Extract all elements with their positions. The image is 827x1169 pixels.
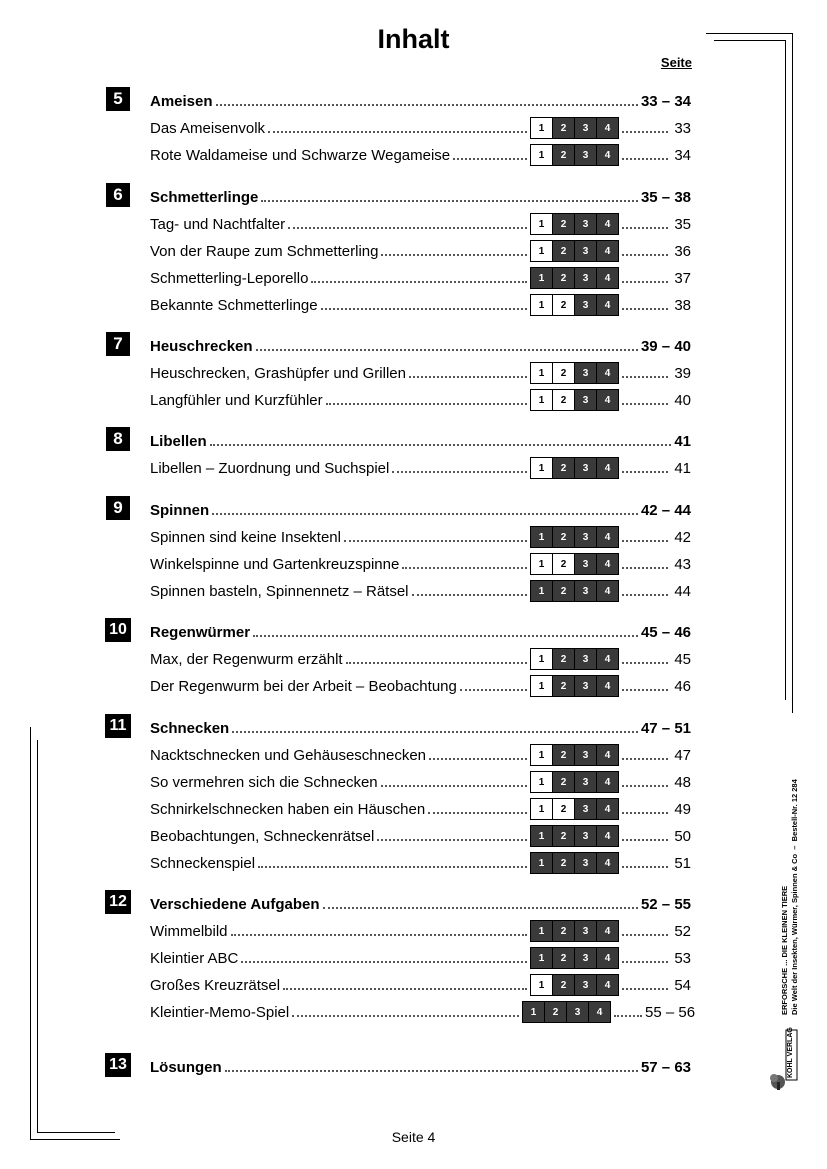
section-pages: 52 – 55: [640, 896, 691, 913]
toc-entry: [150, 238, 691, 260]
level-4-box: 4: [596, 676, 618, 696]
level-4-box: 4: [596, 554, 618, 574]
level-3-box: 3: [574, 799, 596, 819]
frame-bottom-left-v2: [37, 740, 38, 1133]
level-3-box: 3: [574, 853, 596, 873]
difficulty-levels: [530, 771, 619, 793]
level-3-box: 3: [574, 363, 596, 383]
toc-entry: [150, 646, 691, 668]
difficulty-levels: [530, 744, 619, 766]
level-4-box: 4: [588, 1002, 610, 1022]
level-1-box: 1: [531, 363, 552, 383]
leader-dots: [231, 933, 527, 936]
level-1-box: 1: [523, 1002, 544, 1022]
leader-dots: [622, 307, 668, 310]
difficulty-levels: [530, 852, 619, 874]
entry-title: Rote Waldameise und Schwarze Wegameise: [150, 147, 451, 164]
difficulty-levels: [522, 1001, 611, 1023]
frame-top-right-v2: [785, 40, 786, 700]
level-2-box: 2: [552, 649, 574, 669]
level-4-box: 4: [596, 853, 618, 873]
entry-title: Von der Raupe zum Schmetterling: [150, 243, 379, 260]
level-2-box: 2: [552, 853, 574, 873]
entry-title: Spinnen basteln, Spinnennetz – Rätsel: [150, 583, 409, 600]
entry-pages: 44: [674, 583, 691, 600]
toc-entry: [150, 918, 691, 940]
level-3-box: 3: [574, 975, 596, 995]
entry-title: Libellen – Zuordnung und Suchspiel: [150, 460, 390, 477]
level-4-box: 4: [596, 363, 618, 383]
difficulty-levels: [530, 294, 619, 316]
entry-title: Langfühler und Kurzfühler: [150, 392, 323, 409]
section-heading: [150, 184, 691, 206]
section-title: Ameisen: [150, 93, 213, 110]
leader-dots: [622, 539, 668, 542]
entry-title: Beobachtungen, Schneckenrätsel: [150, 828, 375, 845]
entry-title: Kleintier-Memo-Spiel: [150, 1004, 290, 1021]
level-4-box: 4: [596, 649, 618, 669]
level-1-box: 1: [531, 745, 552, 765]
leader-dots: [402, 566, 527, 569]
level-1-box: 1: [531, 527, 552, 547]
level-4-box: 4: [596, 826, 618, 846]
section-number: 9: [106, 496, 130, 520]
toc-entry: [150, 999, 696, 1021]
sidebar-line2: Die Welt der Insekten, Würmer, Spinnen & Co: [790, 853, 799, 1015]
leader-dots: [225, 1069, 638, 1072]
leader-dots: [622, 784, 668, 787]
section-heading: [150, 619, 691, 641]
level-2-box: 2: [552, 676, 574, 696]
level-4-box: 4: [596, 458, 618, 478]
level-2-box: 2: [552, 554, 574, 574]
leader-dots: [311, 280, 527, 283]
section-pages: 45 – 46: [640, 624, 691, 641]
level-3-box: 3: [574, 241, 596, 261]
level-4-box: 4: [596, 295, 618, 315]
difficulty-levels: [530, 974, 619, 996]
level-2-box: 2: [552, 118, 574, 138]
sidebar-line1: ERFORSCHE ... DIE KLEINEN TIERE: [780, 885, 789, 1015]
entry-title: Winkelspinne und Gartenkreuzspinne: [150, 556, 400, 573]
entry-pages: 50: [674, 828, 691, 845]
level-1-box: 1: [531, 799, 552, 819]
level-2-box: 2: [544, 1002, 566, 1022]
section-heading: [150, 891, 691, 913]
entry-title: Der Regenwurm bei der Arbeit – Beobachtung: [150, 678, 457, 695]
leader-dots: [381, 784, 527, 787]
level-1-box: 1: [531, 975, 552, 995]
leader-dots: [622, 838, 668, 841]
entry-title: Schnirkelschnecken haben ein Häuschen: [150, 801, 426, 818]
frame-top-right-h2: [714, 40, 786, 41]
level-2-box: 2: [552, 826, 574, 846]
leader-dots: [256, 348, 638, 351]
leader-dots: [622, 566, 668, 569]
level-3-box: 3: [574, 527, 596, 547]
leader-dots: [321, 307, 527, 310]
difficulty-levels: [530, 267, 619, 289]
entry-title: Großes Kreuzrätsel: [150, 977, 281, 994]
leader-dots: [323, 906, 638, 909]
entry-title: So vermehren sich die Schnecken: [150, 774, 378, 791]
toc-entry: [150, 796, 691, 818]
level-4-box: 4: [596, 241, 618, 261]
entry-title: Tag- und Nachtfalter: [150, 216, 286, 233]
difficulty-levels: [530, 920, 619, 942]
leader-dots: [622, 470, 668, 473]
entry-pages: 43: [674, 556, 691, 573]
publisher-logo: [768, 1028, 800, 1092]
level-3-box: 3: [574, 554, 596, 574]
level-1-box: 1: [531, 241, 552, 261]
entry-title: Wimmelbild: [150, 923, 228, 940]
leader-dots: [253, 634, 638, 637]
leader-dots: [210, 443, 672, 446]
level-4-box: 4: [596, 527, 618, 547]
entry-title: Kleintier ABC: [150, 950, 239, 967]
level-1-box: 1: [531, 853, 552, 873]
level-3-box: 3: [574, 145, 596, 165]
section-pages: 57 – 63: [640, 1059, 691, 1076]
level-4-box: 4: [596, 948, 618, 968]
leader-dots: [622, 811, 668, 814]
leader-dots: [377, 838, 527, 841]
leader-dots: [232, 730, 638, 733]
leader-dots: [429, 757, 527, 760]
difficulty-levels: [530, 526, 619, 548]
leader-dots: [614, 1014, 642, 1017]
entry-title: Das Ameisenvolk: [150, 120, 266, 137]
entry-title: Bekannte Schmetterlinge: [150, 297, 318, 314]
toc-entry: [150, 823, 691, 845]
level-3-box: 3: [574, 214, 596, 234]
section-heading: [150, 1054, 691, 1076]
level-2-box: 2: [552, 921, 574, 941]
difficulty-levels: [530, 389, 619, 411]
level-4-box: 4: [596, 118, 618, 138]
level-1-box: 1: [531, 214, 552, 234]
entry-pages: 53: [674, 950, 691, 967]
section-title: Heuschrecken: [150, 338, 253, 355]
level-3-box: 3: [574, 676, 596, 696]
leader-dots: [622, 933, 668, 936]
leader-dots: [460, 688, 527, 691]
level-4-box: 4: [596, 921, 618, 941]
section-title: Schnecken: [150, 720, 230, 737]
sidebar-credits: [780, 745, 802, 1015]
section-heading: [150, 428, 691, 450]
level-1-box: 1: [531, 948, 552, 968]
level-4-box: 4: [596, 268, 618, 288]
toc-entry: [150, 142, 691, 164]
level-1-box: 1: [531, 118, 552, 138]
entry-pages: 47: [674, 747, 691, 764]
level-1-box: 1: [531, 554, 552, 574]
level-4-box: 4: [596, 390, 618, 410]
difficulty-levels: [530, 675, 619, 697]
leader-dots: [268, 130, 527, 133]
entry-title: Nacktschnecken und Gehäuseschnecken: [150, 747, 427, 764]
section-title: Regenwürmer: [150, 624, 251, 641]
section-number: 6: [106, 183, 130, 207]
section-number: 13: [105, 1053, 131, 1077]
leader-dots: [622, 253, 668, 256]
entry-pages: 52: [674, 923, 691, 940]
page-title: Inhalt: [377, 24, 450, 54]
sidebar-order-number: Bestell-Nr. 12 284: [790, 779, 799, 842]
level-3-box: 3: [574, 826, 596, 846]
difficulty-levels: [530, 457, 619, 479]
page-column-header: Seite: [660, 55, 692, 70]
level-1-box: 1: [531, 390, 552, 410]
entry-pages: 40: [674, 392, 691, 409]
leader-dots: [216, 103, 638, 106]
leader-dots: [409, 375, 527, 378]
leader-dots: [622, 280, 668, 283]
section-number: 5: [106, 87, 130, 111]
level-2-box: 2: [552, 745, 574, 765]
section-number: 10: [105, 618, 131, 642]
difficulty-levels: [530, 240, 619, 262]
entry-pages: 39: [674, 365, 691, 382]
leader-dots: [622, 157, 668, 160]
frame-bottom-left-v1: [30, 727, 31, 1140]
difficulty-levels: [530, 144, 619, 166]
publisher-name: KOHL VERLAG: [787, 1027, 794, 1078]
section-heading: [150, 497, 691, 519]
section-heading: [150, 715, 691, 737]
entry-pages: 38: [674, 297, 691, 314]
level-1-box: 1: [531, 458, 552, 478]
level-3-box: 3: [574, 390, 596, 410]
entry-title: Heuschrecken, Grashüpfer und Grillen: [150, 365, 406, 382]
difficulty-levels: [530, 580, 619, 602]
leader-dots: [622, 987, 668, 990]
entry-pages: 35: [674, 216, 691, 233]
leader-dots: [261, 199, 638, 202]
leader-dots: [622, 226, 668, 229]
leader-dots: [622, 757, 668, 760]
difficulty-levels: [530, 213, 619, 235]
level-3-box: 3: [574, 295, 596, 315]
section-number: 8: [106, 427, 130, 451]
level-1-box: 1: [531, 649, 552, 669]
level-4-box: 4: [596, 975, 618, 995]
level-4-box: 4: [596, 214, 618, 234]
difficulty-levels: [530, 798, 619, 820]
level-1-box: 1: [531, 268, 552, 288]
level-1-box: 1: [531, 581, 552, 601]
leader-dots: [622, 688, 668, 691]
entry-title: Max, der Regenwurm erzählt: [150, 651, 343, 668]
level-3-box: 3: [574, 772, 596, 792]
toc-entry: [150, 115, 691, 137]
leader-dots: [346, 661, 527, 664]
toc-entry: [150, 742, 691, 764]
level-4-box: 4: [596, 799, 618, 819]
toc-entry: [150, 211, 691, 233]
frame-top-right-h1: [706, 33, 792, 34]
entry-pages: 36: [674, 243, 691, 260]
level-1-box: 1: [531, 676, 552, 696]
toc-entry: [150, 551, 691, 573]
entry-pages: 45: [674, 651, 691, 668]
leader-dots: [622, 130, 668, 133]
level-1-box: 1: [531, 295, 552, 315]
level-2-box: 2: [552, 145, 574, 165]
entry-pages: 34: [674, 147, 691, 164]
leader-dots: [622, 960, 668, 963]
section-title: Spinnen: [150, 502, 210, 519]
toc-entry: [150, 769, 691, 791]
level-2-box: 2: [552, 458, 574, 478]
level-3-box: 3: [574, 745, 596, 765]
leader-dots: [428, 811, 527, 814]
leader-dots: [288, 226, 527, 229]
level-2-box: 2: [552, 241, 574, 261]
frame-top-right-v1: [792, 33, 793, 713]
level-3-box: 3: [574, 118, 596, 138]
leader-dots: [392, 470, 527, 473]
level-1-box: 1: [531, 921, 552, 941]
toc-entry: [150, 850, 691, 872]
entry-pages: 33: [674, 120, 691, 137]
section-pages: 47 – 51: [640, 720, 691, 737]
leader-dots: [622, 402, 668, 405]
toc-entry: [150, 265, 691, 287]
section-pages: 39 – 40: [640, 338, 691, 355]
toc-entry: [150, 455, 691, 477]
entry-pages: 55 – 56: [645, 1004, 696, 1021]
level-4-box: 4: [596, 581, 618, 601]
difficulty-levels: [530, 825, 619, 847]
leader-dots: [258, 865, 527, 868]
toc-entry: [150, 292, 691, 314]
level-4-box: 4: [596, 145, 618, 165]
section-title: Verschiedene Aufgaben: [150, 896, 320, 913]
leader-dots: [622, 661, 668, 664]
section-number: 7: [106, 332, 130, 356]
level-3-box: 3: [574, 581, 596, 601]
difficulty-levels: [530, 648, 619, 670]
leader-dots: [381, 253, 527, 256]
level-2-box: 2: [552, 527, 574, 547]
level-2-box: 2: [552, 214, 574, 234]
sidebar-separator: –: [790, 845, 799, 850]
level-1-box: 1: [531, 772, 552, 792]
section-pages: 33 – 34: [640, 93, 691, 110]
difficulty-levels: [530, 947, 619, 969]
level-3-box: 3: [574, 921, 596, 941]
leader-dots: [283, 987, 527, 990]
entry-pages: 51: [674, 855, 691, 872]
leader-dots: [622, 865, 668, 868]
level-3-box: 3: [574, 649, 596, 669]
toc-entry: [150, 972, 691, 994]
level-3-box: 3: [566, 1002, 588, 1022]
leader-dots: [453, 157, 527, 160]
section-title: Lösungen: [150, 1059, 222, 1076]
leader-dots: [622, 375, 668, 378]
level-2-box: 2: [552, 975, 574, 995]
leader-dots: [212, 512, 638, 515]
section-number: 12: [105, 890, 131, 914]
section-pages: 35 – 38: [640, 189, 691, 206]
difficulty-levels: [530, 553, 619, 575]
toc-entry: [150, 578, 691, 600]
entry-title: Spinnen sind keine Insektenl: [150, 529, 341, 546]
entry-pages: 54: [674, 977, 691, 994]
entry-pages: 48: [674, 774, 691, 791]
level-3-box: 3: [574, 458, 596, 478]
entry-title: Schneckenspiel: [150, 855, 256, 872]
level-2-box: 2: [552, 363, 574, 383]
level-2-box: 2: [552, 772, 574, 792]
level-2-box: 2: [552, 268, 574, 288]
entry-pages: 49: [674, 801, 691, 818]
leader-dots: [241, 960, 527, 963]
entry-title: Schmetterling-Leporello: [150, 270, 309, 287]
toc-entry: [150, 387, 691, 409]
level-1-box: 1: [531, 826, 552, 846]
difficulty-levels: [530, 362, 619, 384]
level-1-box: 1: [531, 145, 552, 165]
level-4-box: 4: [596, 772, 618, 792]
level-4-box: 4: [596, 745, 618, 765]
leader-dots: [326, 402, 527, 405]
level-3-box: 3: [574, 268, 596, 288]
level-2-box: 2: [552, 948, 574, 968]
section-title: Libellen: [150, 433, 207, 450]
leader-dots: [292, 1014, 519, 1017]
entry-pages: 41: [674, 460, 691, 477]
section-pages: 42 – 44: [640, 502, 691, 519]
entry-pages: 37: [674, 270, 691, 287]
toc-entry: [150, 945, 691, 967]
toc-entry: [150, 524, 691, 546]
page-footer: Seite 4: [391, 1129, 436, 1145]
entry-pages: 46: [674, 678, 691, 695]
section-pages: 41: [674, 433, 691, 450]
entry-pages: 42: [674, 529, 691, 546]
difficulty-levels: [530, 117, 619, 139]
section-title: Schmetterlinge: [150, 189, 259, 206]
section-heading: [150, 333, 691, 355]
leader-dots: [412, 593, 527, 596]
toc-entry: [150, 360, 691, 382]
section-heading: [150, 88, 691, 110]
leader-dots: [344, 539, 527, 542]
level-2-box: 2: [552, 390, 574, 410]
level-2-box: 2: [552, 295, 574, 315]
level-2-box: 2: [552, 581, 574, 601]
toc-entry: [150, 673, 691, 695]
leader-dots: [622, 593, 668, 596]
section-number: 11: [105, 714, 131, 738]
level-3-box: 3: [574, 948, 596, 968]
level-2-box: 2: [552, 799, 574, 819]
